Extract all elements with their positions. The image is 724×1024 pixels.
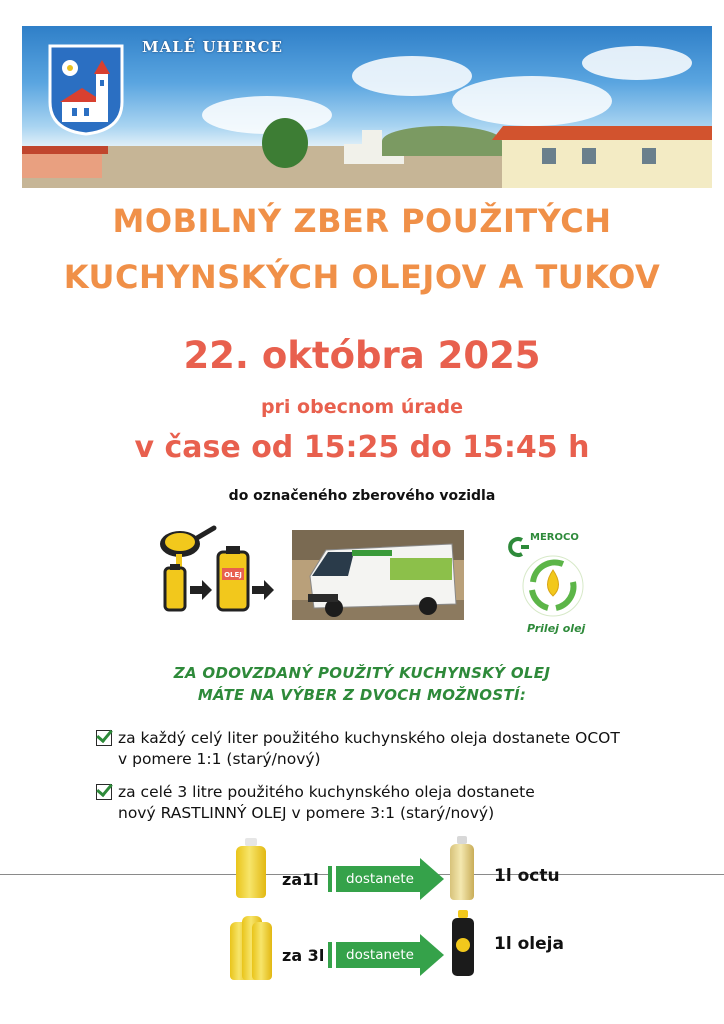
option-line-2: nový RASTLINNÝ OLEJ v pomere 3:1 (starý/nový) xyxy=(118,804,495,822)
collection-van-photo xyxy=(292,530,464,620)
municipal-office-building xyxy=(502,138,712,188)
partner-tagline: Prilej olej xyxy=(527,622,586,635)
offer-heading-line-1: ZA ODOVZDANÝ POUŽITÝ KUCHYNSKÝ OLEJ xyxy=(173,664,551,682)
cloud-shape xyxy=(582,46,692,80)
option-line-2: v pomere 1:1 (starý/nový) xyxy=(118,750,321,768)
window xyxy=(642,148,656,164)
vegetable-oil-bottle-icon xyxy=(452,910,474,976)
cloud-shape xyxy=(452,76,612,126)
cloud-shape xyxy=(352,56,472,96)
exchange-arrow xyxy=(332,862,444,896)
arrow-label: dostanete xyxy=(332,866,424,892)
used-oil-bottles-icon xyxy=(230,912,272,980)
vinegar-bottle-icon xyxy=(450,836,474,900)
option-vegetable-oil xyxy=(96,782,696,826)
option-vinegar xyxy=(96,728,696,772)
collection-place: pri obecnom úrade xyxy=(260,396,464,418)
window xyxy=(542,148,556,164)
used-oil-bottle-icon xyxy=(236,838,266,898)
meroco-logo xyxy=(508,532,598,636)
exchange-given: za1l xyxy=(282,870,319,889)
hill xyxy=(382,126,502,156)
house-left xyxy=(22,152,102,178)
checkbox-checked-icon xyxy=(96,784,112,800)
checkbox-checked-icon xyxy=(96,730,112,746)
coat-of-arms-icon xyxy=(48,44,124,136)
exchange-given: za 3l xyxy=(282,946,325,965)
collection-date: 22. októbra 2025 xyxy=(183,334,541,377)
option-line-1: za celé 3 litre použitého kuchynského oleja dostanete xyxy=(118,783,535,801)
village-banner xyxy=(22,26,712,188)
tree xyxy=(262,118,308,168)
arrow-label: dostanete xyxy=(332,942,424,968)
jug-label: OLEJ xyxy=(224,571,242,579)
collection-time: v čase od 15:25 do 15:45 h xyxy=(134,430,590,465)
title-line-1: MOBILNÝ ZBER POUŽITÝCH xyxy=(112,202,612,240)
exchange-arrow xyxy=(332,938,444,972)
window xyxy=(582,148,596,164)
option-line-1: za každý celý liter použitého kuchynského oleja dostanete OCOT xyxy=(118,729,620,747)
roof-left xyxy=(22,146,108,154)
exchange-received: 1l oleja xyxy=(494,934,564,954)
offer-heading-line-2: MÁTE NA VÝBER Z DVOCH MOŽNOSTÍ: xyxy=(197,686,527,704)
vehicle-note: do označeného zberového vozidla xyxy=(228,488,496,504)
office-roof xyxy=(492,126,712,140)
arrow-right-icon xyxy=(420,858,444,900)
partner-brand: MEROCO xyxy=(530,532,579,543)
arrow-right-icon xyxy=(420,934,444,976)
title-line-2: KUCHYNSKÝCH OLEJOV A TUKOV xyxy=(63,258,661,296)
exchange-received: 1l octu xyxy=(494,866,560,886)
pour-oil-process-icon xyxy=(152,524,280,612)
village-name: MALÉ UHERCE xyxy=(142,38,283,56)
